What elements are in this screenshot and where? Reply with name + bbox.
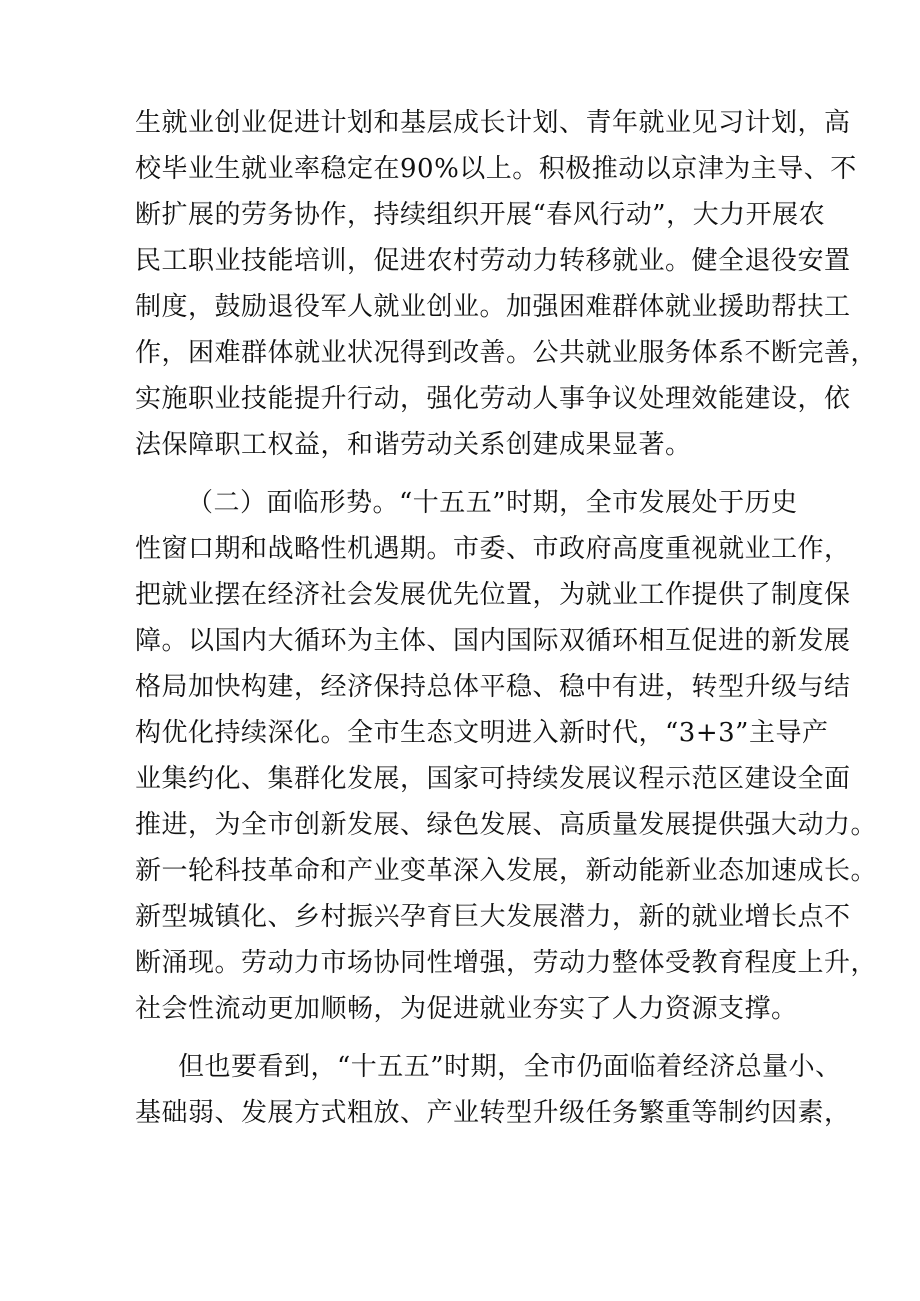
section-heading-line: （二）面临形势。“十五五”时期，全市发展处于历史 (187, 488, 798, 518)
text-line: 业集约化、集群化发展，国家可持续发展议程示范区建设全面 (135, 764, 851, 794)
text-line: 实施职业技能提升行动，强化劳动人事争议处理效能建设，依 (135, 384, 851, 414)
text-line: 民工职业技能培训，促进农村劳动力转移就业。健全退役安置 (135, 246, 851, 276)
text-line: 作，困难群体就业状况得到改善。公共就业服务体系不断完善， (135, 338, 878, 368)
text-line: 断涌现。劳动力市场协同性增强，劳动力整体受教育程度上升， (135, 948, 878, 978)
text-line: 基础弱、发展方式粗放、产业转型升级任务繁重等制约因素， (135, 1098, 851, 1128)
text-line: 生就业创业促进计划和基层成长计划、青年就业见习计划，高 (135, 108, 851, 138)
text-line: 障。以国内大循环为主体、国内国际双循环相互促进的新发展 (135, 626, 851, 656)
text-line: 制度，鼓励退役军人就业创业。加强困难群体就业援助帮扶工 (135, 292, 851, 322)
text-line: 格局加快构建，经济保持总体平稳、稳中有进，转型升级与结 (135, 672, 851, 702)
text-line: 新一轮科技革命和产业变革深入发展，新动能新业态加速成长。 (135, 856, 878, 886)
text-line: 构优化持续深化。全市生态文明进入新时代，“3+3”主导产 (135, 718, 829, 748)
text-line: 断扩展的劳务协作，持续组织开展“春风行动”，大力开展农 (135, 200, 826, 230)
text-line: 社会性流动更加顺畅，为促进就业夯实了人力资源支撑。 (135, 994, 798, 1024)
text-line: 校毕业生就业率稳定在90%以上。积极推动以京津为主导、不 (135, 154, 857, 184)
text-line: 性窗口期和战略性机遇期。市委、市政府高度重视就业工作， (135, 534, 851, 564)
text-line: 推进，为全市创新发展、绿色发展、高质量发展提供强大动力。 (135, 810, 878, 840)
text-line: 法保障职工权益，和谐劳动关系创建成果显著。 (135, 430, 692, 460)
text-line: 但也要看到，“十五五”时期，全市仍面临着经济总量小、 (178, 1052, 842, 1082)
text-line: 新型城镇化、乡村振兴孕育巨大发展潜力，新的就业增长点不 (135, 902, 851, 932)
text-line: 把就业摆在经济社会发展优先位置，为就业工作提供了制度保 (135, 580, 851, 610)
